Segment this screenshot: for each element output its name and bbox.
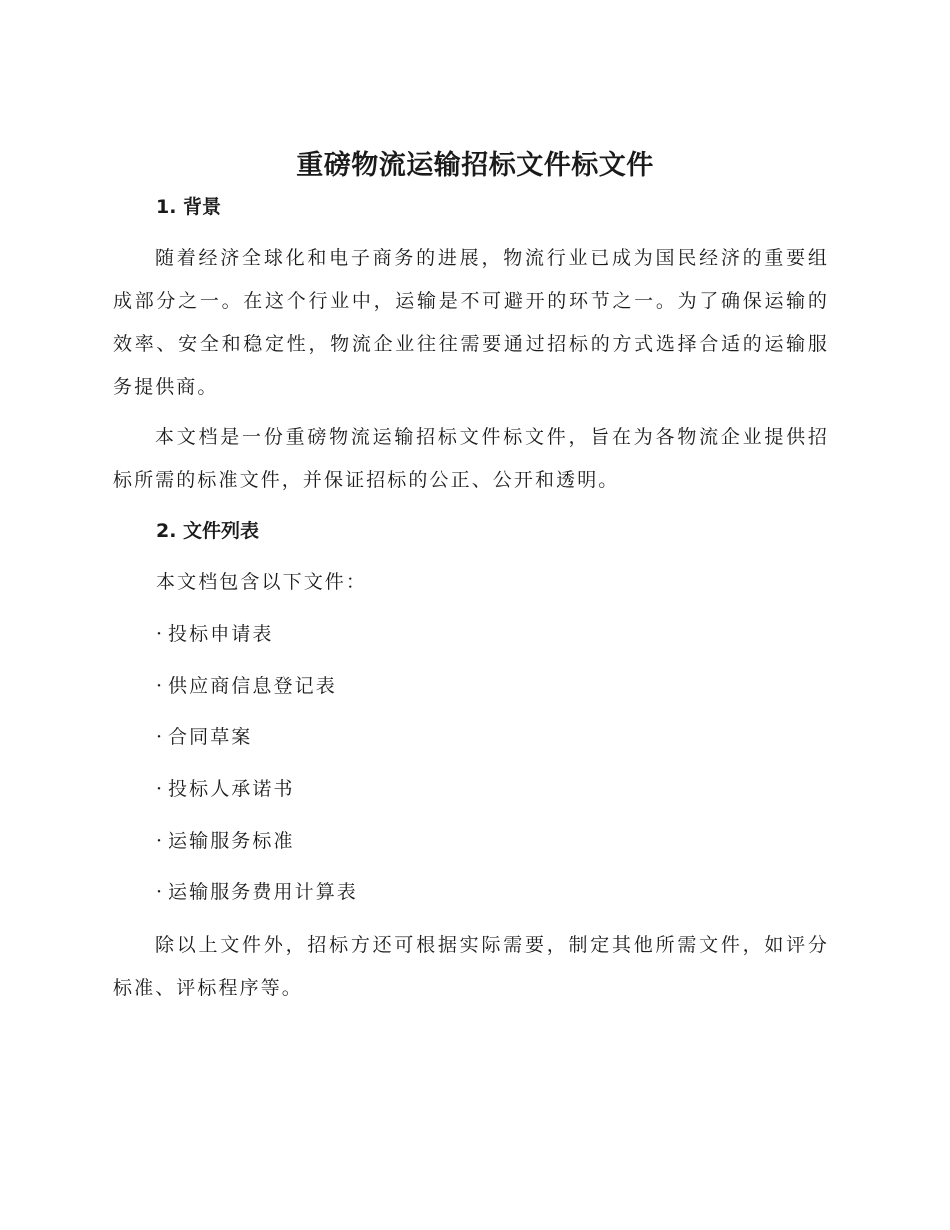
list-item-label: 投标人承诺书 (168, 778, 295, 800)
section-heading-background: 1. 背景 (156, 196, 222, 218)
list-item (156, 620, 274, 648)
list-item-label: 运输服务费用计算表 (168, 881, 358, 903)
bullet-marker: · (156, 830, 163, 852)
bullet-marker: · (156, 778, 163, 800)
section-heading-file-list: 2. 文件列表 (156, 520, 260, 542)
list-item (156, 827, 295, 855)
list-item-label: 投标申请表 (168, 623, 274, 645)
list-item (156, 878, 358, 906)
list-item-label: 合同草案 (168, 726, 253, 748)
bullet-marker: · (156, 623, 163, 645)
list-item (156, 672, 337, 700)
file-list-intro: 本文档包含以下文件： (156, 571, 368, 593)
bullet-marker: · (156, 726, 163, 748)
paragraph-background-2: 本文档是一份重磅物流运输招标文件标文件，旨在为各物流企业提供招标所需的标准文件，并保证招标的公正、公开和透明。 (113, 426, 829, 491)
list-item (156, 775, 295, 803)
list-item-label: 运输服务标准 (168, 830, 295, 852)
paragraph-closing: 除以上文件外，招标方还可根据实际需要，制定其他所需文件，如评分标准、评标程序等。 (113, 934, 829, 999)
bullet-marker: · (156, 881, 163, 903)
document-title: 重磅物流运输招标文件标文件 (296, 150, 654, 181)
bullet-marker: · (156, 675, 163, 697)
list-item-label: 供应商信息登记表 (168, 675, 337, 697)
paragraph-background-1: 随着经济全球化和电子商务的进展，物流行业已成为国民经济的重要组成部分之一。在这个行业中，运输是不可避开的环节之一。为了确保运输的效率、安全和稳定性，物流企业往往需要通过招标的方式选择合适的运输服务提供商。 (113, 247, 829, 398)
list-item (156, 723, 252, 751)
